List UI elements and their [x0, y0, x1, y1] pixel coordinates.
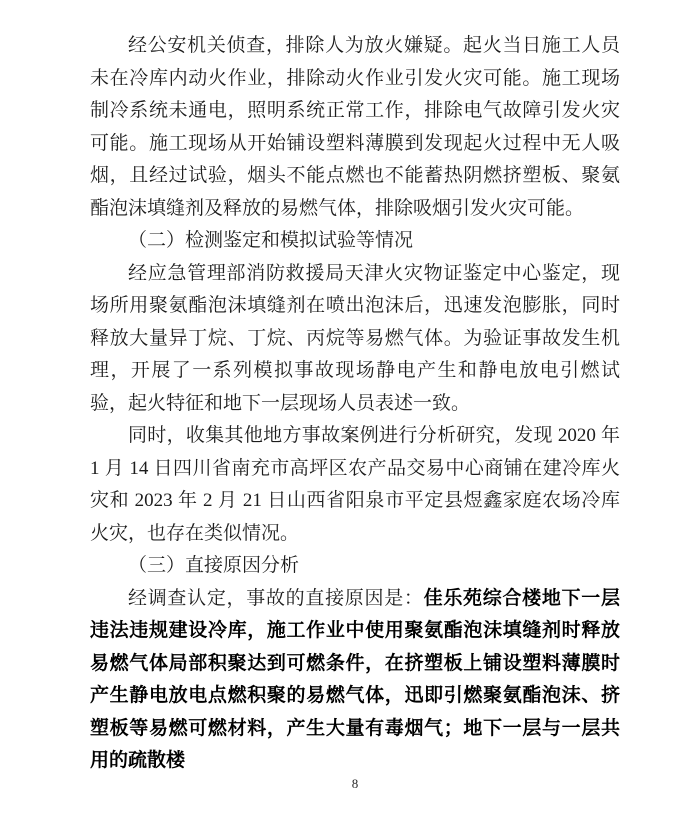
paragraph-appraisal-simulation: 经应急管理部消防救援局天津火灾物证鉴定中心鉴定，现场所用聚氨酯泡沫填缝剂在喷出泡沫后，迅速发泡膨胀，同时释放大量异丁烷、丁烷、丙烷等易燃气体。为验证事故发生机理，开展了一系列模拟事故现场静电产生和静电放电引燃试验，起火特征和地下一层现场人员表述一致。: [90, 262, 620, 414]
direct-cause-intro-text: 经调查认定，事故的直接原因是：: [128, 587, 424, 609]
paragraph-similar-cases: 同时，收集其他地方事故案例进行分析研究，发现 2020 年 1 月 14 日四川省南充市高坪区农产品交易中心商铺在建冷库火灾和 2023 年 2 月 21 日山西省阳泉市平定县煜鑫家庭农场冷库火灾，也存在类似情况。: [90, 425, 620, 544]
section-heading-detection-appraisal: （二）检测鉴定和模拟试验等情况: [128, 230, 414, 251]
paragraph-direct-cause: [90, 583, 620, 778]
page-number: 8: [351, 776, 359, 791]
section-heading-direct-cause: （三）直接原因分析: [128, 555, 300, 576]
direct-cause-bold-text: 佳乐苑综合楼地下一层违法违规建设冷库，施工作业中使用聚氨酯泡沫填缝剂时释放易燃气体局部积聚达到可燃条件，在挤塑板上铺设塑料薄膜时产生静电放电点燃积聚的易燃气体，迅即引燃聚氨酯泡沫、挤塑板等易燃可燃材料，产生大量有毒烟气；地下一层与一层共用的疏散楼: [90, 587, 620, 771]
paragraph-arson-smoking-elimination: 经公安机关侦查，排除人为放火嫌疑。起火当日施工人员未在冷库内动火作业，排除动火作业引发火灾可能。施工现场制冷系统未通电，照明系统正常工作，排除电气故障引发火灾可能。施工现场从开始铺设塑料薄膜到发现起火过程中无人吸烟，且经过试验，烟头不能点燃也不能蓄热阴燃挤塑板、聚氨酯泡沫填缝剂及释放的易燃气体，排除吸烟引发火灾可能。: [90, 35, 620, 219]
